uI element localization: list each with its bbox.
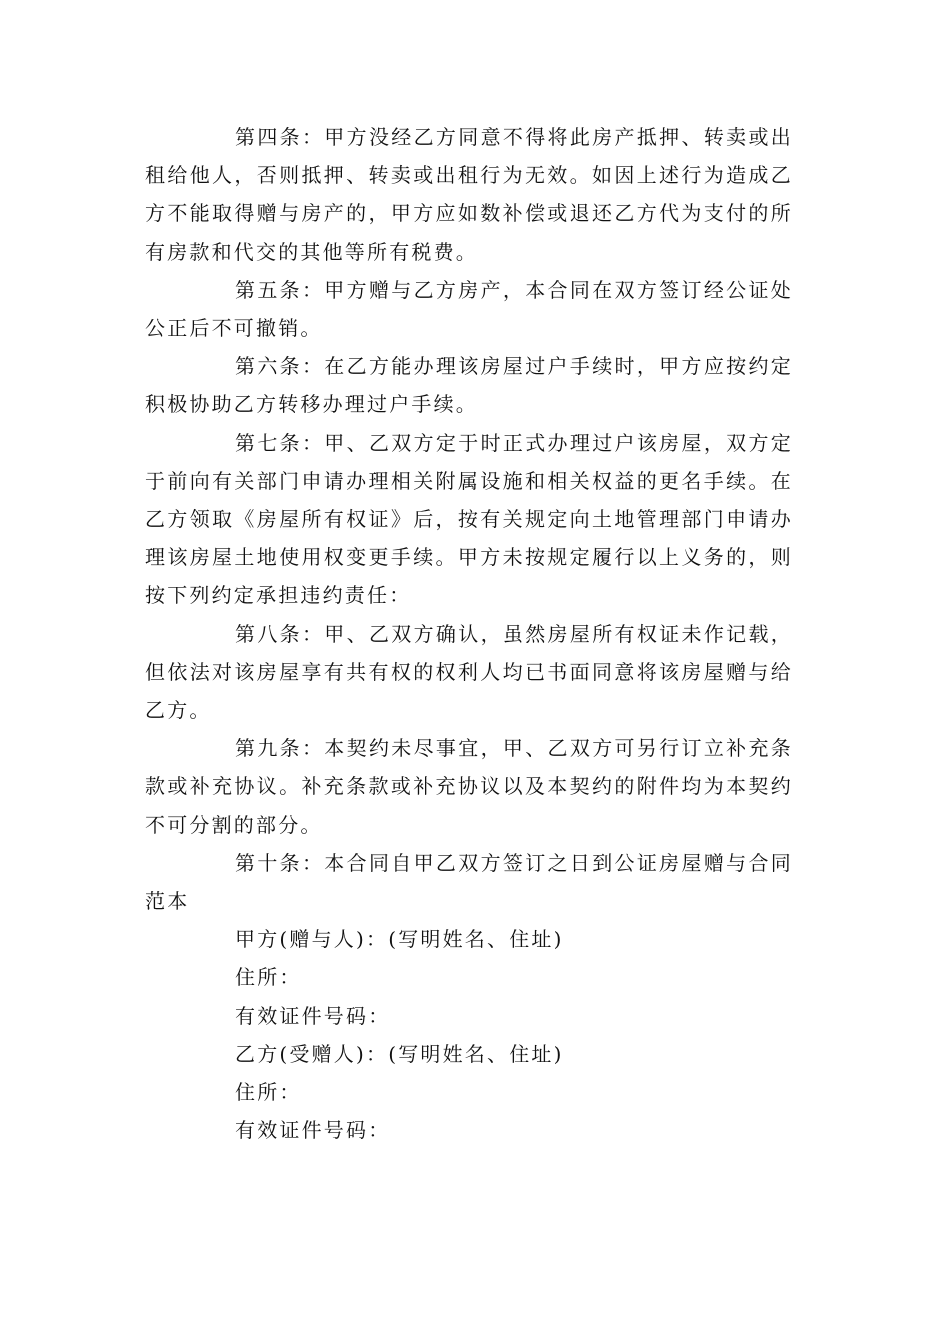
party-a-id-number: 有效证件号码： bbox=[235, 1003, 391, 1028]
party-a-block bbox=[145, 920, 793, 1035]
document-body bbox=[145, 118, 793, 1149]
clause-7: 第七条：甲、乙双方定于时正式办理过户该房屋，双方定于前向有关部门申请办理相关附属设施和相关权益的更名手续。在乙方领取《房屋所有权证》后，按有关规定向土地管理部门申请办理该房屋土地使用权变更手续。甲方未按规定履行以上义务的，则按下列约定承担违约责任： bbox=[145, 430, 793, 608]
party-b-address: 住所： bbox=[235, 1080, 302, 1105]
clause-10: 第十条：本合同自甲乙双方签订之日到公证房屋赠与合同范本 bbox=[145, 850, 793, 914]
party-a-label: 甲方(赠与人)：(写明姓名、住址) bbox=[235, 927, 564, 952]
party-b-block bbox=[145, 1035, 793, 1150]
clause-6: 第六条：在乙方能办理该房屋过户手续时，甲方应按约定积极协助乙方转移办理过户手续。 bbox=[145, 354, 793, 417]
party-b-id-number: 有效证件号码： bbox=[235, 1118, 391, 1143]
clause-8: 第八条：甲、乙双方确认，虽然房屋所有权证未作记载，但依法对该房屋享有共有权的权利人均已书面同意将该房屋赠与给乙方。 bbox=[145, 621, 793, 723]
party-b-label: 乙方(受赠人)：(写明姓名、住址) bbox=[235, 1041, 564, 1066]
clause-4: 第四条：甲方没经乙方同意不得将此房产抵押、转卖或出租给他人，否则抵押、转卖或出租行为无效。如因上述行为造成乙方不能取得赠与房产的，甲方应如数补偿或退还乙方代为支付的所有房款和代交的其他等所有税费。 bbox=[145, 125, 793, 264]
party-a-address: 住所： bbox=[235, 965, 302, 990]
clause-5: 第五条：甲方赠与乙方房产，本合同在双方签订经公证处公正后不可撤销。 bbox=[145, 277, 793, 341]
clause-9: 第九条：本契约未尽事宜，甲、乙双方可另行订立补充条款或补充协议。补充条款或补充协议以及本契约的附件均为本契约不可分割的部分。 bbox=[145, 736, 793, 837]
